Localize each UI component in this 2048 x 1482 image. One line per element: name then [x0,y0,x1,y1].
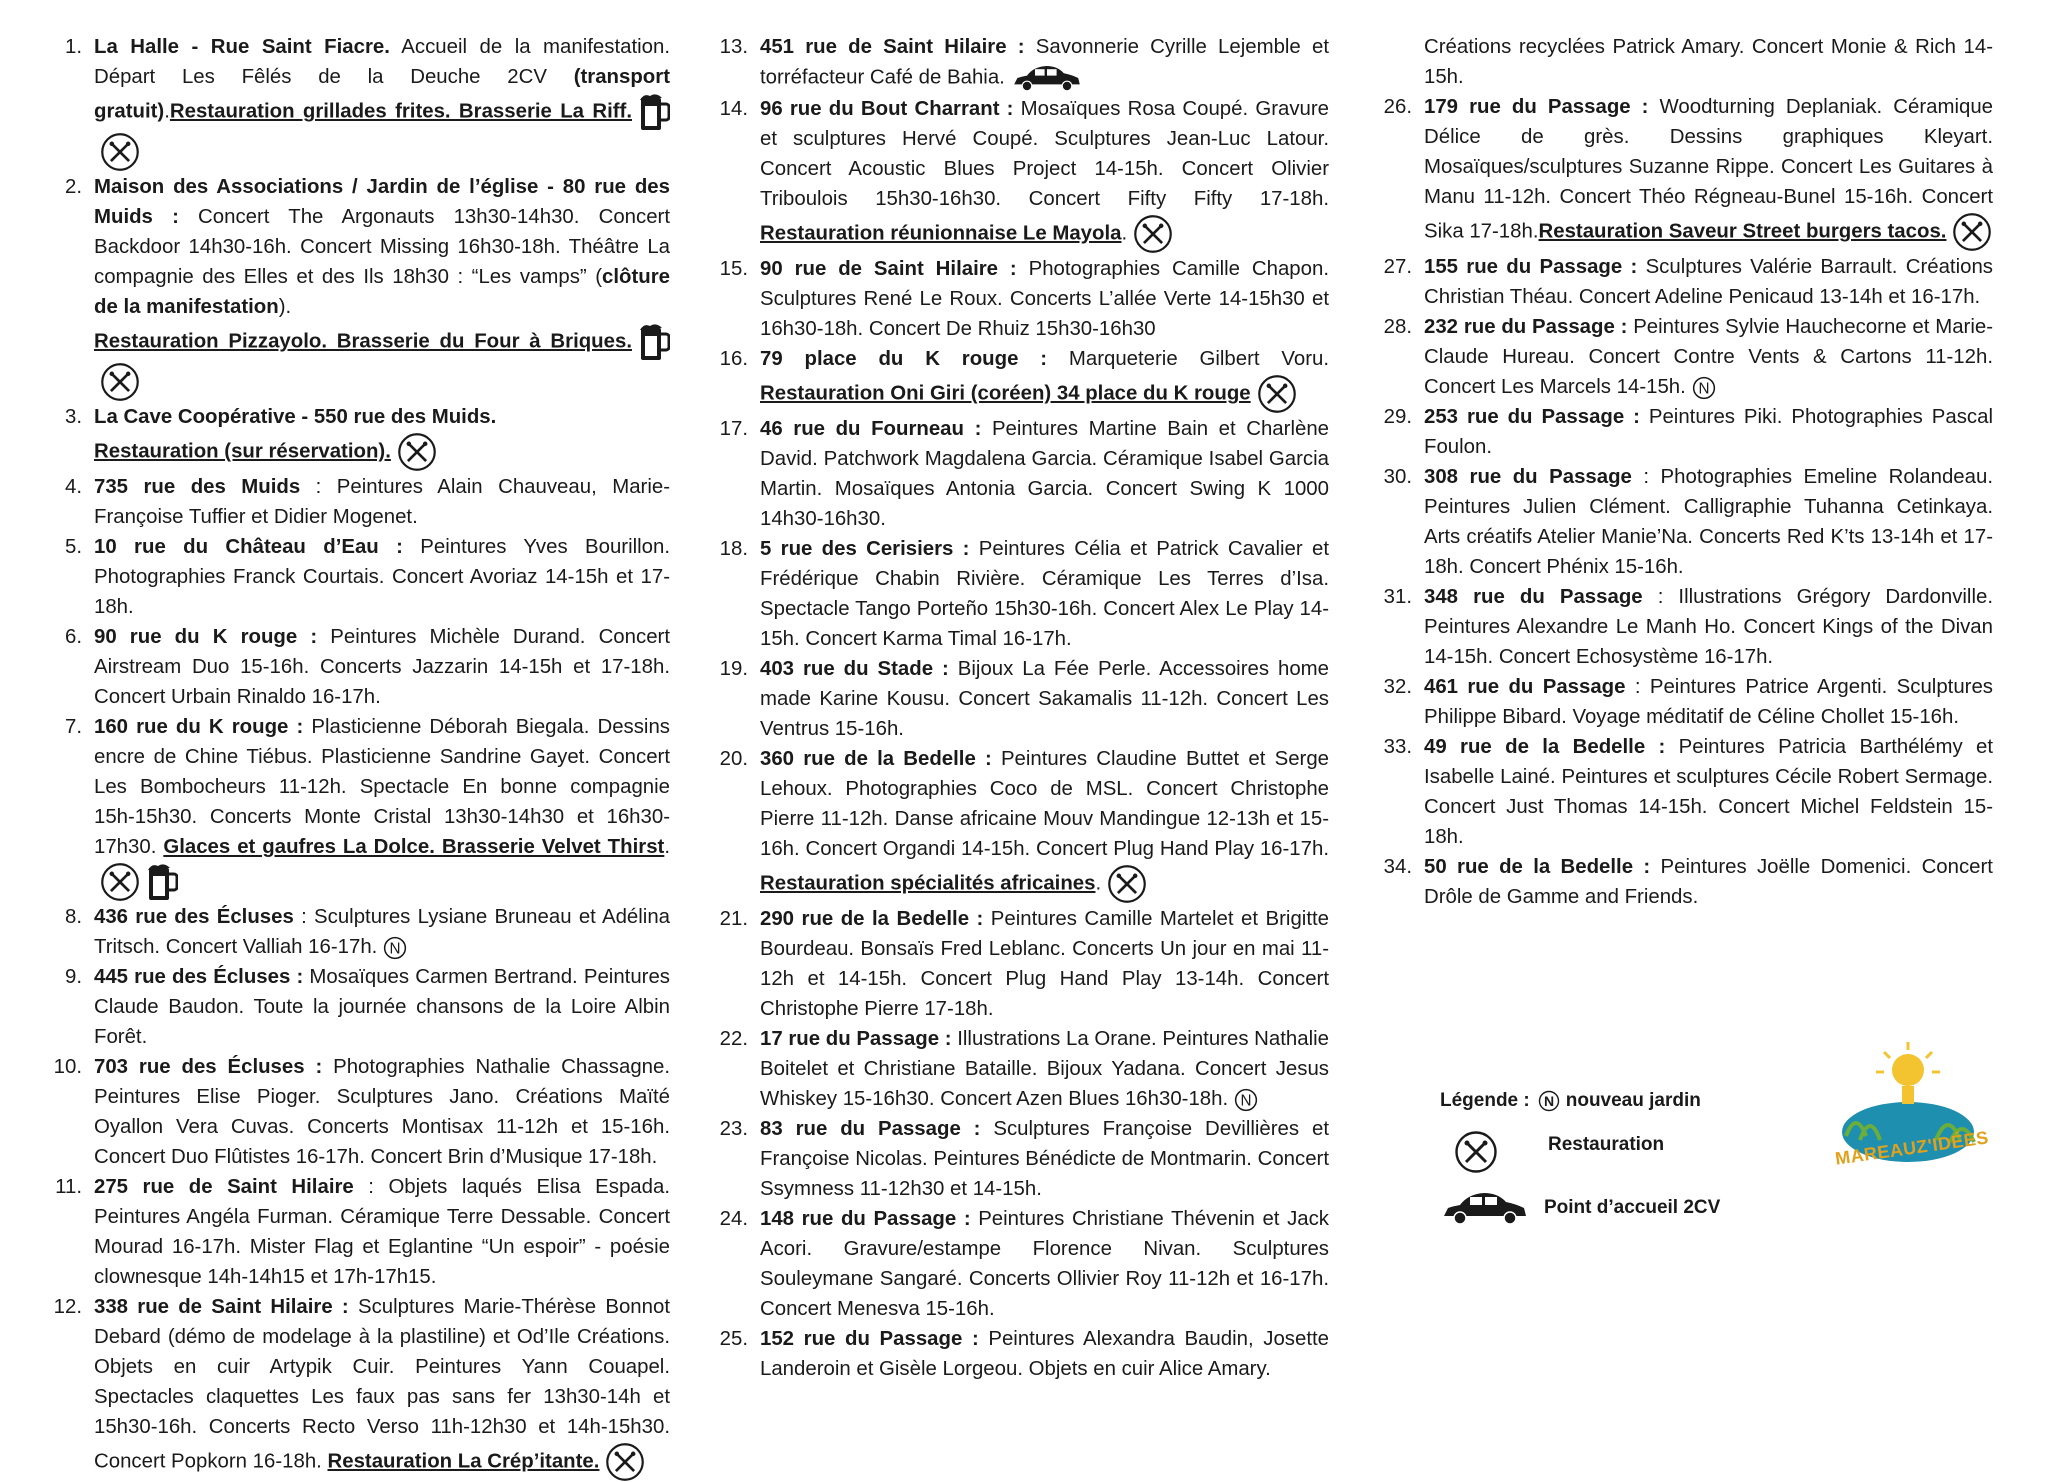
entry-number: 22 . [706,1024,748,1054]
entry-number: 9 . [40,962,82,992]
entry-address: La Cave Coopérative - 550 rue des Muids. [94,406,497,428]
entry-description: Mosaïques Rosa Coupé. Gravure et sculptures Hervé Coupé. Sculptures Jean-Luc Latour. Concert Acoustic Blues Project 14-15h. Concert Olivier Triboulois 15h30-16h30. Concert Fifty Fifty 17-18h. [760,98,1330,210]
entry-address: 703 rue des Écluses : [94,1056,323,1078]
entry-19 [706,654,1329,744]
entry-description: Peintures Piki. Photographies Pascal Foulon. [1424,406,1993,458]
entry-restauration: Restauration réunionnaise Le Mayola [760,222,1122,245]
entry-address: 451 rue de Saint Hilaire : [760,36,1025,58]
entry-number: 13 . [706,32,748,62]
fork-icon [100,362,140,402]
beer-icon [638,92,670,132]
entry-number: 27 . [1370,252,1412,282]
entry-number: 14 . [706,94,748,124]
logo-text: MAREAUZ'IDÉES [1833,1127,1990,1169]
entry-number: 1 . [40,32,82,62]
entry-number: 32 . [1370,672,1412,702]
entry-description: : Sculptures Lysiane Bruneau et Adélina Tritsch. Concert Valliah 16-17h. [94,906,671,958]
entry-number: 16 . [706,344,748,374]
entry-number: 28 . [1370,312,1412,342]
fork-icon [100,862,140,902]
entry-punct: . [164,100,170,123]
entry-description: Peintures Alexandra Baudin, Josette Landeroin et Gisèle Lorgeou. Objets en cuir Alice Amary. [760,1328,1329,1380]
entry-number: 6 . [40,622,82,652]
entry-address: 49 rue de la Bedelle : [1424,736,1666,758]
entry-10 [40,1052,670,1172]
entry-12 [40,1292,670,1482]
entry-number: 3 . [40,402,82,432]
entry-address: 155 rue du Passage : [1424,256,1638,278]
entry-restauration: Restauration (sur réservation). [94,440,391,463]
entry-2 [40,172,670,402]
entry-number: 15 . [706,254,748,284]
entry-address: 17 rue du Passage : [760,1028,952,1050]
entry-address: 436 rue des Écluses [94,906,294,928]
entry-restauration: Restauration Pizzayolo. Brasserie du Four à Briques. [94,330,632,353]
entry-28 [1370,312,1993,402]
entry-27 [1370,252,1993,312]
entry-address: 403 rue du Stade : [760,658,949,680]
restauration-icon [1454,1130,1498,1174]
column-1 [40,32,670,1482]
entry-address: 338 rue de Saint Hilaire : [94,1296,349,1318]
entry-number: 25 . [706,1324,748,1354]
svg-text:N: N [1543,1093,1554,1109]
entry-bold-note: clôture de la manifestation [94,266,670,318]
entry-21 [706,904,1329,1024]
entry-14 [706,94,1329,254]
entry-address: 348 rue du Passage [1424,586,1643,608]
svg-text:N: N [1240,1092,1252,1110]
entry-restauration: Restauration La Crép’itante. [327,1450,600,1473]
entry-punct: . [664,836,670,858]
entry-31 [1370,582,1993,672]
entry-number: 21 . [706,904,748,934]
entry-address: 179 rue du Passage : [1424,96,1649,118]
entry-20 [706,744,1329,904]
entry-description: : Illustrations Grégory Dardonville. Peintures Alexandre Le Manh Ho. Concert Kings of the Divan 14-15h. Concert Echosystème 16-17h. [1424,586,1994,668]
entry-34 [1370,852,1993,912]
entry-description: Sculptures Valérie Barrault. Créations Christian Théau. Concert Adeline Penicaud 13-14h et 16-17h. [1424,256,1993,308]
entry-number: 33 . [1370,732,1412,762]
entry-33 [1370,732,1993,852]
entry-address: 160 rue du K rouge : [94,716,304,738]
entry-address: 360 rue de la Bedelle : [760,748,992,770]
fork-icon [605,1442,645,1482]
entry-address: 735 rue des Muids [94,476,301,498]
entry-number: 30 . [1370,462,1412,492]
entry-description: Peintures Camille Martelet et Brigitte Bourdeau. Bonsaïs Fred Leblanc. Concerts Un jour en mai 11-12h et 14-15h. Concert Plug Hand Play 13-14h. Concert Christophe Pierre 17-18h. [760,908,1329,1020]
entry-address: 10 rue du Château d’Eau : [94,536,403,558]
entry-23 [706,1114,1329,1204]
entry-address: 83 rue du Passage : [760,1118,981,1140]
entry-description: Peintures Patricia Barthélémy et Isabelle Lainé. Peintures et sculptures Cécile Robert Sermage. Concert Just Thomas 14-15h. Concert Michel Feldstein 15-18h. [1424,736,1993,848]
n-icon [1234,1088,1258,1112]
entry-address: Maison des Associations / Jardin de l’église - 80 rue des Muids : [94,176,670,228]
entry-number: 12 . [40,1292,82,1322]
entry-restauration: Glaces et gaufres La Dolce. Brasserie Velvet Thirst [163,836,665,858]
entry-number: 5 . [40,532,82,562]
entry-number: 10 . [40,1052,82,1082]
entry-description: Peintures Joëlle Domenici. Concert Drôle de Gamme and Friends. [1424,856,1993,908]
entry-description: Plasticienne Déborah Biegala. Dessins encre de Chine Tiébus. Plasticienne Sandrine Gayet. Concert Les Bombocheurs 11-12h. Spectacle En bonne compagnie 15h-15h30. Concerts Monte Cristal 13h30-14h30 et 16h30-17h30. [94,716,670,858]
entry-15 [706,254,1329,344]
entry-description: Sculptures Marie-Thérèse Bonnot Debard (démo de modelage à la plastiline) et Od’Ile Créations. Objets en cuir Artypik Cuir. Peintures Yann Couapel. Spectacles claquettes Les faux pas sans fer 13h30-14h et 15h30-16h. Concerts Recto Verso 11h-12h30 et 14h-15h30. Concert Popkorn 16-18h. [94,1296,670,1473]
entry-restauration: Restauration Oni Giri (coréen) 34 place du K rouge [760,382,1251,405]
entry-30 [1370,462,1993,582]
entry-number: 8 . [40,902,82,932]
entry-number: 24 . [706,1204,748,1234]
fork-icon [397,432,437,472]
entry-description: Peintures Célia et Patrick Cavalier et Frédérique Chabin Rivière. Céramique Les Terres d’Isa. Spectacle Tango Porteño 15h30-16h. Concert Alex Le Play 14-15h. Concert Karma Timal 16-17h. [760,538,1329,650]
entry-description: Photographies Nathalie Chassagne. Peintures Elise Pioger. Sculptures Jano. Créations Maïté Oyallon Vera Cuvas. Concerts Montisax 11-12h et 15-16h. Concert Duo Flûtistes 16-17h. Concert Brin d’Musique 17-18h. [94,1056,671,1168]
legend-restauration: Restauration [1548,1134,1665,1155]
entry-description: Sculptures Françoise Devillières et Françoise Nicolas. Peintures Bénédicte de Montmarin. Concert Ssymness 11-12h30 et 14-15h. [760,1118,1329,1200]
entry-description: Mosaïques Carmen Bertrand. Peintures Claude Baudon. Toute la journée chansons de la Loire Albin Forêt. [94,966,670,1048]
entry-number: 20 . [706,744,748,774]
entry-description: Marqueterie Gilbert Voru. [1047,348,1330,370]
beer-icon [146,862,178,902]
svg-text:N: N [389,940,401,958]
fork-icon [1133,214,1173,254]
fork-icon [1952,212,1992,252]
entry-punct: ). [278,296,292,318]
entry-description: Peintures Martine Bain et Charlène David. Patchwork Magdalena Garcia. Céramique Isabel Garcia Martin. Mosaïques Antonia Garcia. Concert Swing K 1000 14h30-16h30. [760,418,1329,530]
entry-7 [40,712,670,902]
entry-address: 5 rue des Cerisiers : [760,538,970,560]
entry-number: 17 . [706,414,748,444]
entry-restauration: Restauration grillades frites. Brasserie La Riff. [169,100,632,123]
entry-punct: . [1095,872,1102,895]
entry-4 [40,472,670,532]
entry-number: 23 . [706,1114,748,1144]
entry-32 [1370,672,1993,732]
beer-icon [638,322,670,362]
entry-bold-note: (transport gratuit) [94,66,670,123]
entry-number: 19 . [706,654,748,684]
n-icon [1692,376,1716,400]
entry-description: Bijoux La Fée Perle. Accessoires home made Karine Kousu. Concert Sakamalis 11-12h. Concert Les Ventrus 15-16h. [760,658,1330,740]
entry-description: Peintures Sylvie Hauchecorne et Marie-Claude Hureau. Concert Contre Vents & Cartons 11-12h. Concert Les Marcels 14-15h. [1424,316,1993,398]
entry-number: 7 . [40,712,82,742]
entry-description: Peintures Yves Bourillon. Photographies Franck Courtais. Concert Avoriaz 14-15h et 17-18h. [94,536,671,618]
entry-9 [40,962,670,1052]
entry-description: Photographies Camille Chapon. Sculptures René Le Roux. Concerts L’allée Verte 14-15h30 et 16h30-18h. Concert De Rhuiz 15h30-16h30 [760,258,1329,340]
entry-number: 31 . [1370,582,1412,612]
entry-29 [1370,402,1993,462]
column-2 [706,32,1329,1384]
entry-address: 50 rue de la Bedelle : [1424,856,1651,878]
entry-18 [706,534,1329,654]
entry-16 [706,344,1329,414]
entry-number: 34 . [1370,852,1412,882]
entry-address: 275 rue de Saint Hilaire [94,1176,354,1198]
new-garden-icon [1538,1090,1560,1112]
entry-restauration: Restauration spécialités africaines [760,872,1096,895]
entry-number: 11 . [40,1172,82,1202]
entry-address: 79 place du K rouge : [760,348,1048,370]
legend-new-garden: nouveau jardin [1565,1090,1701,1111]
entry-address: 290 rue de la Bedelle : [760,908,984,930]
car-icon [1011,62,1083,94]
fork-icon [1107,864,1147,904]
column-3 [1370,32,1993,912]
entry-13 [706,32,1329,94]
entry-address: 148 rue du Passage : [760,1208,971,1230]
entry-description: : Objets laqués Elisa Espada. Peintures Angéla Furman. Céramique Terre Dessable. Concert Mourad 16-17h. Mister Flag et Eglantine “Un espoir” - poésie clownesque 14h-14h15 et 17h-17h15. [94,1176,670,1288]
entry-address: 90 rue du K rouge : [94,626,318,648]
entry-restauration: Restauration Saveur Street burgers tacos. [1538,220,1947,243]
entry-address: 96 rue du Bout Charrant : [760,98,1014,120]
entry-address: 46 rue du Fourneau : [760,418,982,440]
entry-description: : Peintures Patrice Argenti. Sculptures Philippe Bibard. Voyage méditatif de Céline Chollet 15-16h. [1424,676,1993,728]
entry-22 [706,1024,1329,1114]
entry-11 [40,1172,670,1292]
entry-6 [40,622,670,712]
svg-text:N: N [1698,380,1710,398]
entry-description: : Peintures Alain Chauveau, Marie-Françoise Tuffier et Didier Mogenet. [94,476,670,528]
entry-address: 232 rue du Passage : [1424,316,1628,338]
entry-description: Woodturning Deplaniak. Céramique Délice de grès. Dessins graphiques Kleyart. Mosaïques/sculptures Suzanne Rippe. Concert Les Guitares à Manu 11-12h. Concert Théo Régneau-Bunel 15-16h. Concert Sika 17-18h. [1424,96,1994,243]
entry-description: Peintures Claudine Buttet et Serge Lehoux. Photographies Coco de MSL. Concert Christophe Pierre 11-12h. Danse africaine Mouv Mandingue 12-13h et 15-16h. Concert Organdi 14-15h. Concert Plug Hand Play 16-17h. [760,748,1330,860]
entry-number: 18 . [706,534,748,564]
entry-description: Peintures Christiane Thévenin et Jack Acori. Gravure/estampe Florence Nivan. Sculptures Souleymane Sangaré. Concerts Ollivier Roy 11-12h et 16-17h. Concert Menesva 15-16h. [760,1208,1329,1320]
entry-address: 152 rue du Passage : [760,1328,979,1350]
entry-24 [706,1204,1329,1324]
entry-address: 308 rue du Passage [1424,466,1632,488]
entry-number: 4 . [40,472,82,502]
entry-description: Illustrations La Orane. Peintures Nathalie Boitelet et Christiane Bataille. Bijoux Yadana. Concert Jesus Whiskey 15-16h30. Concert Azen Blues 16h30-18h. [760,1028,1329,1110]
legend-title: Légende : [1440,1090,1530,1111]
entry-address: 461 rue du Passage [1424,676,1626,698]
entry-3 [40,402,670,472]
entry-description: Concert The Argonauts 13h30-14h30. Concert Backdoor 14h30-16h. Concert Missing 16h30-18h. Théâtre La compagnie des Elles et des Ils 18h30 : “Les vamps” ( [94,206,671,288]
entry-17 [706,414,1329,534]
entry-description: : Photographies Emeline Rolandeau. Peintures Julien Clément. Calligraphie Tuhanna Cetinkaya. Arts créatifs Atelier Manie’Na. Concerts Red K’ts 13-14h et 17-18h. Concert Phénix 15-16h. [1424,466,1993,578]
entry-description: Accueil de la manifestation. Départ Les Fêlés de la Deuche 2CV [94,36,671,88]
entry-number: 26 . [1370,92,1412,122]
entry-number: 2 . [40,172,82,202]
n-icon [383,936,407,960]
entry-address: 445 rue des Écluses : [94,966,304,988]
entry-number: 29 . [1370,402,1412,432]
entry-description: Peintures Michèle Durand. Concert Airstream Duo 15-16h. Concerts Jazzarin 14-15h et 17-18h. Concert Urbain Rinaldo 16-17h. [94,626,670,708]
entry-25 [706,1324,1329,1384]
entry-address: 90 rue de Saint Hilaire : [760,258,1017,280]
entry-description: Savonnerie Cyrille Lejemble et torréfacteur Café de Bahia. [760,36,1329,89]
fork-icon [1257,374,1297,414]
entry-5 [40,532,670,622]
entry-1 [40,32,670,172]
entry-address: La Halle - Rue Saint Fiacre. [94,36,390,58]
entry-punct: . [1121,222,1128,245]
car-2cv-icon [1440,1188,1530,1228]
entry-26 [1370,92,1993,252]
fork-icon [100,132,140,172]
legend-point-2cv: Point d’accueil 2CV [1544,1197,1721,1218]
entry-25-continuation: Créations recyclées Patrick Amary. Concert Monie & Rich 14-15h. [1424,36,1993,88]
entry-8 [40,902,670,962]
entry-address: 253 rue du Passage : [1424,406,1640,428]
